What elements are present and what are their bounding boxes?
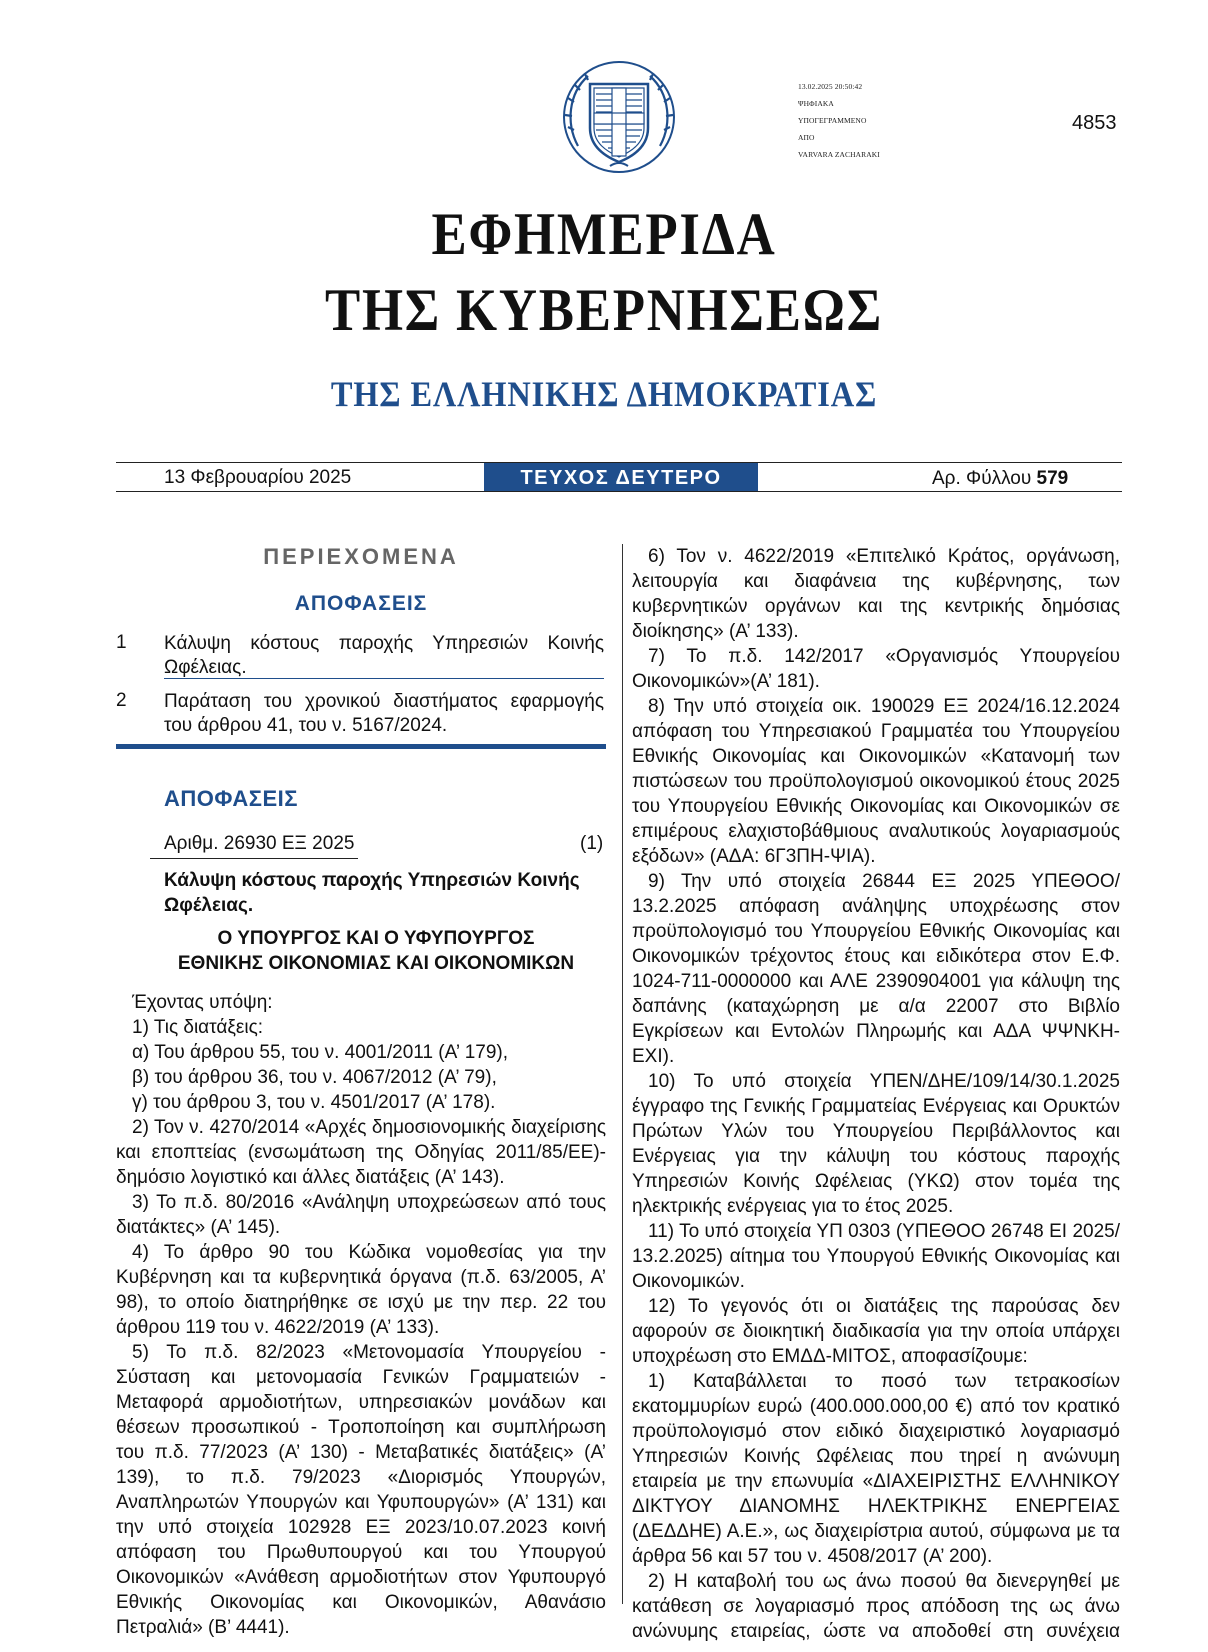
issue-series: ΤΕΥΧΟΣ ΔΕΥΤΕΡΟ xyxy=(520,467,722,489)
toc-item-link[interactable]: Παράταση του χρονικού διαστήματος εφαρμογής του άρθρου 41, του ν. 5167/2024. xyxy=(164,691,604,736)
contents-title: ΠΕΡΙΕΧΟΜΕΝΑ xyxy=(263,544,459,569)
column-separator xyxy=(622,544,623,1604)
decision-order: (1) xyxy=(580,833,604,854)
right-column-body xyxy=(632,544,1120,1644)
body-paragraph: 12) Το γεγονός ότι οι διατάξεις της παρούσας δεν αφορούν σε διοικητική διαδικασία για την οποία υπάρχει υποχρέωση στο ΕΜΔΔ-ΜΙΤΟΣ, αποφασίζουμε: xyxy=(632,1296,1120,1367)
masthead-title-line-2: ΤΗΣ ΚΥΒΕΡΝΗΣΕΩΣ xyxy=(324,277,884,343)
left-column-body xyxy=(116,990,606,1640)
body-paragraph: γ) του άρθρου 3, του ν. 4501/2017 (Α’ 178). xyxy=(132,1092,496,1113)
toc-separator xyxy=(164,678,604,679)
contents-end-bar xyxy=(116,744,606,749)
signature-line-2: ΥΠΟΓΕΓΡΑΜΜΕΝΟ xyxy=(798,116,867,125)
body-paragraph: Έχοντας υπόψη: xyxy=(132,992,273,1013)
body-paragraph: 8) Την υπό στοιχεία οικ. 190029 ΕΞ 2024/16.12.2024 απόφαση του Υπηρεσιακού Γραμματέα του Υπουργείου Εθνικής Οικονομίας και Οικονομικών «Κατανομή των πιστώσεων του προϋπολογισμού οικονομικού έτους 2025 του Υπουργείου Εθνικής Οικονομίας και Οικονομικών σε επιμέρους ελαχιστοβάθμιους αναλυτικούς λογαριασμούς εξόδων» (ΑΔΑ: 6Γ3ΠΗ-ΨΙΑ). xyxy=(632,696,1120,867)
body-paragraph: 9) Την υπό στοιχεία 26844 ΕΞ 2025 ΥΠΕΘΟΟ/ 13.2.2025 απόφαση ανάληψης υποχρέωσης στον προϋπολογισμό του Υπουργείου Εθνικής Οικονομίας και Οικονομικών τρέχοντος έτους και ειδικότερα στον Ε.Φ. 1024-711-0000000 και ΑΛΕ 2390904001 για κάλυψη της δαπάνης (καταχώρηση με α/α 22007 στο Βιβλίο Εγκρίσεων και Εντολών Πληρωμής και ΑΔΑ ΨΨΝΚΗ-ΕΧΙ). xyxy=(632,871,1120,1067)
ministers-line-2: ΕΘΝΙΚΗΣ ΟΙΚΟΝΟΜΙΑΣ ΚΑΙ ΟΙΚΟΝΟΜΙΚΩΝ xyxy=(177,953,575,974)
decision-number-underline xyxy=(150,858,358,859)
toc-item-number: 1 xyxy=(116,632,127,653)
signature-datetime: 13.02.2025 20:50:42 xyxy=(798,82,863,91)
body-paragraph: 4) Το άρθρο 90 του Κώδικα νομοθεσίας για την Κυβέρνηση και τα κυβερνητικά όργανα (π.δ. 63/2005, Α’ 98), το οποίο διατηρήθηκε σε ισχύ με την περ. 22 του άρθρου 119 του ν. 4622/2019 (Α’ 133). xyxy=(116,1242,606,1338)
decisions-heading: ΑΠΟΦΑΣΕΙΣ xyxy=(164,786,298,811)
body-paragraph: 1) Καταβάλλεται το ποσό των τετρακοσίων εκατομμυρίων ευρώ (400.000.000,00 €) από τον κρατικό προϋπολογισμό στον ειδικό διαχειριστικό λογαριασμό Υπηρεσιών Κοινής Ωφέλειας που τηρεί η ανώνυμη εταιρεία με την επωνυμία «ΔΙΑΧΕΙΡΙΣΤΗΣ ΕΛΛΗΝΙΚΟΥ ΔΙΚΤΥΟΥ ΔΙΑΝΟΜΗΣ ΗΛΕΚΤΡΙΚΗΣ ΕΝΕΡΓΕΙΑΣ (ΔΕΔΔΗΕ) Α.Ε.», ως διαχειρίστρια αυτού, σύμφωνα με τα άρθρα 56 και 57 του ν. 4508/2017 (Α’ 200). xyxy=(632,1371,1120,1567)
masthead-subtitle: ΤΗΣ ΕΛΛΗΝΙΚΗΣ ΔΗΜΟΚΡΑΤΙΑΣ xyxy=(330,374,878,414)
body-paragraph: 3) Το π.δ. 80/2016 «Ανάληψη υποχρεώσεων από τους διατάκτες» (Α’ 145). xyxy=(116,1192,606,1238)
masthead-title-line-1: ΕΦΗΜΕΡΙΔΑ xyxy=(431,201,777,267)
signature-line-1: ΨΗΦΙΑΚΑ xyxy=(798,99,834,108)
digital-signature-stamp xyxy=(798,78,880,163)
signature-line-3: ΑΠΟ xyxy=(798,133,815,142)
body-paragraph: 2) Τον ν. 4270/2014 «Αρχές δημοσιονομικής διαχείρισης και εποπτείας (ενσωμάτωση της Οδηγίας 2011/85/ΕΕ)- δημόσιο λογιστικό και άλλες διατάξεις (Α’ 143). xyxy=(116,1117,606,1188)
toc-item-number: 2 xyxy=(116,690,127,711)
decision-title: Κάλυψη κόστους παροχής Υπηρεσιών Κοινής Ωφέλειας. xyxy=(164,870,580,916)
contents-section: ΑΠΟΦΑΣΕΙΣ xyxy=(294,592,428,615)
body-paragraph: 10) Το υπό στοιχεία ΥΠΕΝ/ΔΗΕ/109/14/30.1.2025 έγγραφο της Γενικής Γραμματείας Ενέργειας και Ορυκτών Πρώτων Υλών του Υπουργείου Περιβάλλοντος και Ενέργειας για την κάλυψη του κόστους παροχής Υπηρεσιών Κοινής Ωφέλειας (ΥΚΩ) στον τομέα της ηλεκτρικής ενέργειας για το έτος 2025. xyxy=(632,1071,1120,1217)
sheet-number-value: 579 xyxy=(1036,468,1069,489)
body-paragraph: 2) Η καταβολή του ως άνω ποσού θα διενεργηθεί με κατάθεση σε λογαριασμό προς απόδοση της ως άνω ανώνυμης εταιρείας, ώστε να αποδοθεί στη συνέχεια xyxy=(632,1571,1120,1642)
sheet-number xyxy=(932,467,1068,491)
ministers-line-1: Ο ΥΠΟΥΡΓΟΣ ΚΑΙ Ο ΥΦΥΠΟΥΡΓΟΣ xyxy=(217,928,535,949)
page-number: 4853 xyxy=(1072,112,1117,134)
body-paragraph: 6) Τον ν. 4622/2019 «Επιτελικό Κράτος, οργάνωση, λειτουργία και διαφάνεια της κυβέρνησης, των κυβερνητικών οργάνων και της κεντρικής δημόσιας διοίκησης» (Α’ 133). xyxy=(632,546,1120,642)
issue-date: 13 Φεβρουαρίου 2025 xyxy=(164,467,352,488)
decision-number: Αριθμ. 26930 ΕΞ 2025 xyxy=(164,833,355,854)
sheet-label: Αρ. Φύλλου xyxy=(932,468,1032,489)
body-paragraph: 11) Το υπό στοιχεία ΥΠ 0303 (ΥΠΕΘΟΟ 26748 ΕΙ 2025/ 13.2.2025) αίτημα του Υπουργού Εθνικής Οικονομίας και Οικονομικών. xyxy=(632,1221,1120,1292)
body-paragraph: 7) Το π.δ. 142/2017 «Οργανισμός Υπουργείου Οικονομικών»(Α’ 181). xyxy=(632,646,1120,692)
signature-signer: VARVARA ZACHARAKI xyxy=(798,150,880,159)
body-paragraph: α) Του άρθρου 55, του ν. 4001/2011 (Α’ 179), xyxy=(132,1042,509,1063)
ministers-heading xyxy=(116,926,636,976)
toc-item-link[interactable]: Κάλυψη κόστους παροχής Υπηρεσιών Κοινής Ωφέλειας. xyxy=(164,633,604,678)
body-paragraph: β) του άρθρου 36, του ν. 4067/2012 (Α’ 79), xyxy=(132,1067,497,1088)
body-paragraph: 5) Το π.δ. 82/2023 «Μετονομασία Υπουργείου - Σύσταση και μετονομασία Γενικών Γραμματειών - Μεταφορά αρμοδιοτήτων, υπηρεσιακών μονάδων και θέσεων προσωπικού - Τροποποίηση και συμπλήρωση του π.δ. 77/2023 (Α’ 130) - Μεταβατικές διατάξεις» (Α’ 139), το π.δ. 79/2023 «Διορισμός Υπουργών, Αναπληρωτών Υπουργών και Υφυπουργών» (Α’ 131) και την υπό στοιχεία 102928 ΕΞ 2023/10.07.2023 κοινή απόφαση του Πρωθυπουργού και του Υπουργού Οικονομικών «Ανάθεση αρμοδιοτήτων στον Υφυπουργό Εθνικής Οικονομίας και Οικονομικών, Αθανάσιο Πετραλιά» (Β’ 4441). xyxy=(116,1342,606,1638)
body-paragraph: 1) Τις διατάξεις: xyxy=(132,1017,264,1038)
coat-of-arms-emblem xyxy=(560,58,678,176)
issue-bar-bottom-rule xyxy=(116,491,1122,492)
